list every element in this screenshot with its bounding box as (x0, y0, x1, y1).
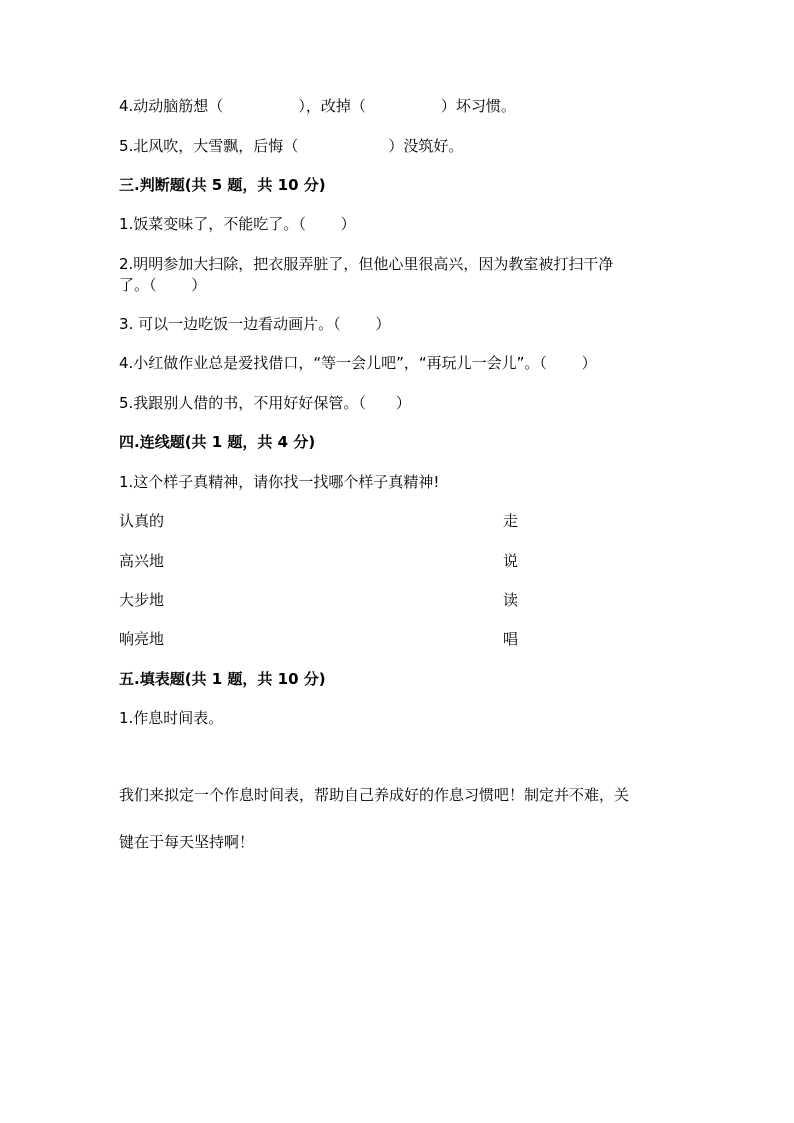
matching-right-item: 读 (503, 591, 519, 609)
matching-right-item: 说 (503, 552, 519, 570)
matching-right-item: 走 (503, 512, 519, 530)
matching-prompt: 1.这个样子真精神，请你找一找哪个样子真精神! (119, 473, 440, 491)
fill-blank-question-5: 5.北风吹，大雪飘，后悔（ ）没筑好。 (119, 137, 464, 155)
judge-question-3: 3. 可以一边吃饭一边看动画片。（ ） (119, 315, 391, 333)
matching-left-item: 高兴地 (119, 552, 165, 570)
matching-right-item: 唱 (503, 630, 519, 648)
judge-question-2-line-2: 了。（ ） (119, 276, 207, 294)
matching-left-item: 大步地 (119, 591, 165, 609)
matching-left-item: 响亮地 (119, 630, 165, 648)
judge-question-4: 4.小红做作业总是爱找借口，“等一会儿吧”，“再玩儿一会儿”。（ ） (119, 354, 597, 372)
section-heading-matching: 四.连线题(共 1 题，共 4 分) (119, 433, 316, 451)
section-heading-judge: 三.判断题(共 5 题，共 10 分) (119, 176, 326, 194)
table-fill-paragraph-line-2: 键在于每天坚持啊！ (119, 833, 255, 851)
judge-question-5: 5.我跟别人借的书，不用好好保管。（ ） (119, 394, 411, 412)
section-heading-table-fill: 五.填表题(共 1 题，共 10 分) (119, 670, 326, 688)
judge-question-1: 1.饭菜变味了，不能吃了。（ ） (119, 215, 356, 233)
matching-left-item: 认真的 (119, 512, 165, 530)
table-fill-paragraph-line-1: 我们来拟定一个作息时间表，帮助自己养成好的作息习惯吧！制定并不难，关 (119, 786, 630, 804)
judge-question-2-line-1: 2.明明参加大扫除，把衣服弄脏了，但他心里很高兴，因为教室被打扫干净 (119, 255, 614, 273)
fill-blank-question-4: 4.动动脑筋想（ ），改掉（ ）坏习惯。 (119, 97, 516, 115)
table-fill-prompt: 1.作息时间表。 (119, 709, 224, 727)
